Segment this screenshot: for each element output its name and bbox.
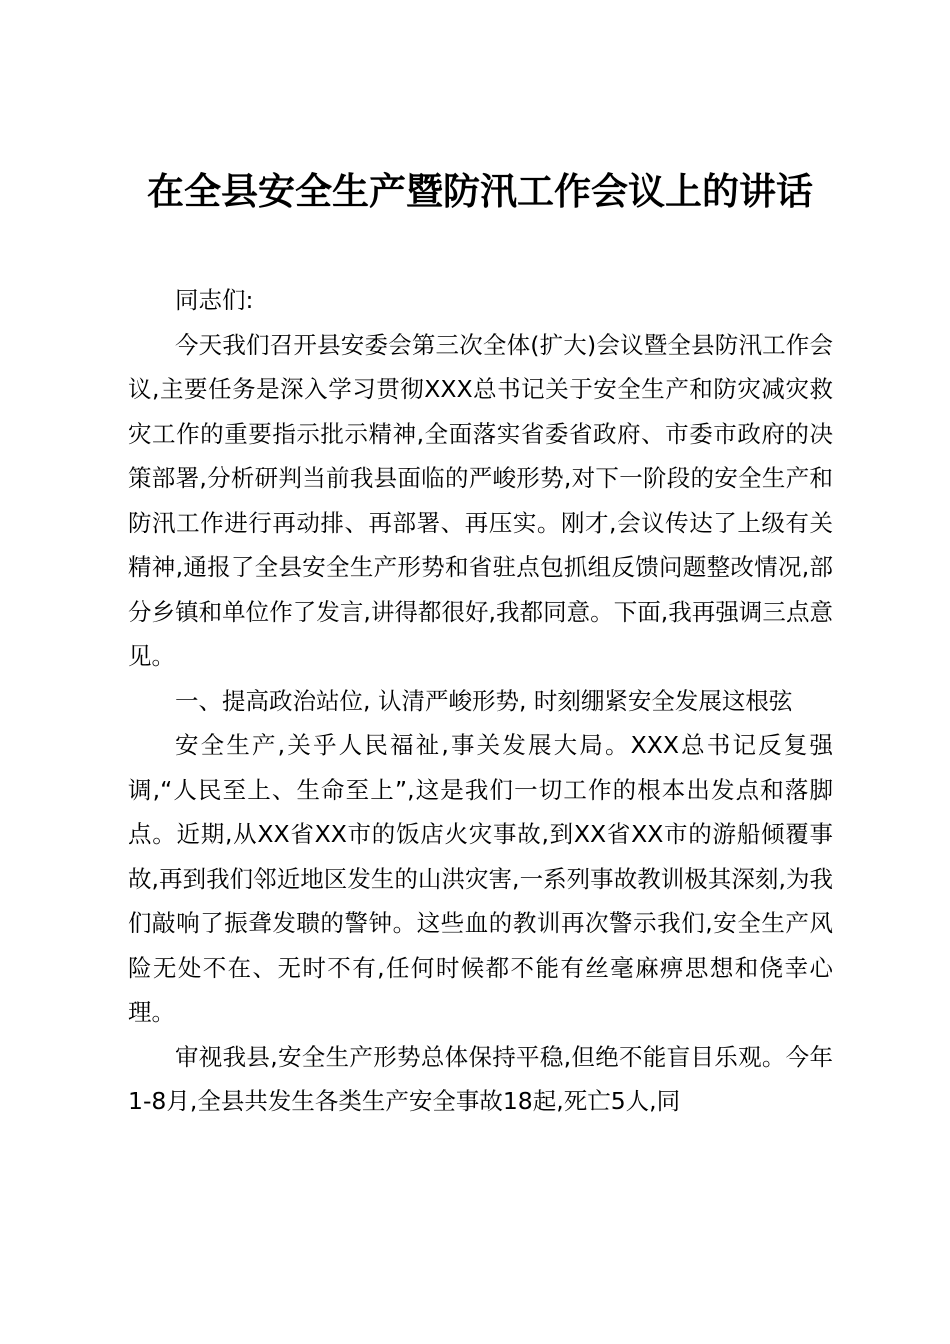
section-heading: 一、提高政治站位, 认清严峻形势, 时刻绷紧安全发展这根弦 xyxy=(175,686,793,715)
intro-paragraph: 今天我们召开县安委会第三次全体(扩大)会议暨全县防汛工作会议,主要任务是深入学习贯彻XXX总书记关于安全生产和防灾减灾救灾工作的重要指示批示精神,全面落实省委省政府、市委市政府的决策部署,分析研判当前我县面临的严峻形势,对下一阶段的安全生产和防汛工作进行再动排、再部署、再压实。刚才,会议传达了上级有关精神,通报了全县安全生产形势和省驻点包抓组反馈问题整改情况,部分乡镇和单位作了发言,讲得都很好,我都同意。下面,我再强调三点意见。 xyxy=(128,330,833,670)
section-paragraph: 安全生产,关乎人民福祉,事关发展大局。XXX总书记反复强调,“人民至上、生命至上”,这是我们一切工作的根本出发点和落脚点。近期,从XX省XX市的饭店火灾事故,到XX省XX市的游船倾覆事故,再到我们邻近地区发生的山洪灾害,一系列事故教训极其深刻,为我们敲响了振聋发聩的警钟。这些血的教训再次警示我们,安全生产风险无处不在、无时不有,任何时候都不能有丝毫麻痹思想和侥幸心理。 xyxy=(128,731,833,1026)
section-paragraph: 审视我县,安全生产形势总体保持平稳,但绝不能盲目乐观。今年1-8月,全县共发生各类生产安全事故18起,死亡5人,同 xyxy=(128,1042,833,1115)
document-body xyxy=(128,278,833,1124)
document-title: 在全县安全生产暨防汛工作会议上的讲话 xyxy=(147,170,813,213)
salutation: 同志们: xyxy=(175,286,254,314)
